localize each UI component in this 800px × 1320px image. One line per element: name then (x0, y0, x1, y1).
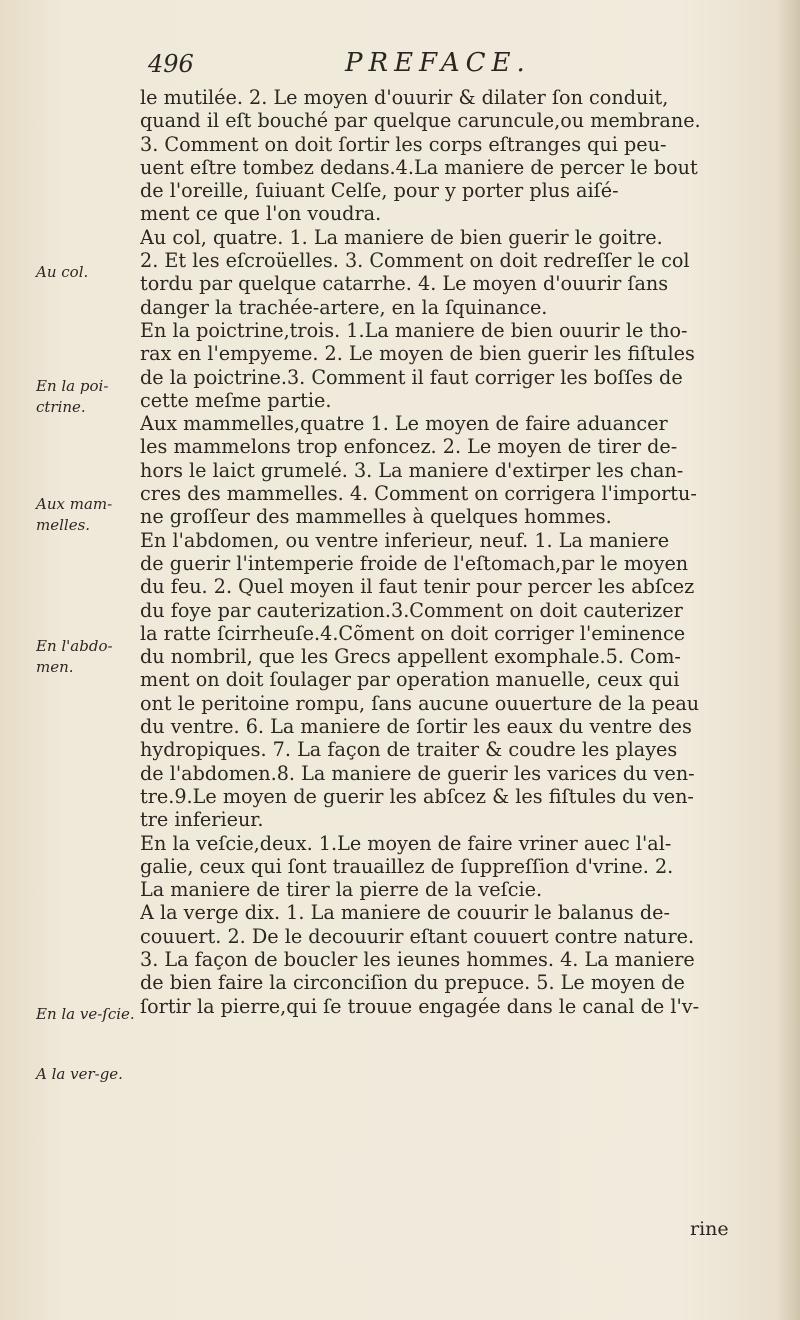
text-line: de bien faire la circonciſion du prepuce. 5. Le moyen de (140, 971, 685, 995)
text-line: En l'abdomen, ou ventre inferieur, neuf. 1. La maniere (140, 528, 670, 552)
text-line: cette meſme partie. (140, 388, 332, 412)
margin-note-verge: A la ver-ge. (36, 1065, 123, 1083)
text-line: tre.9.Le moyen de guerir les abſcez & les fiſtules du ven- (140, 784, 694, 808)
running-title: PREFACE. (345, 48, 531, 78)
text-line: galie, ceux qui ſont trauaillez de ſuppreſſion d'vrine. 2. (140, 854, 674, 878)
text-line: ment on doit ſoulager par operation manuelle, ceux qui (140, 668, 680, 692)
text-line: A la verge dix. 1. La maniere de couurir le balanus de- (140, 901, 670, 925)
margin-note-poictrine: En la poi-ctrine. (36, 377, 109, 416)
text-line: Aux mammelles,quatre 1. Le moyen de faire aduancer (140, 412, 668, 436)
text-line: du foye par cauterization.3.Comment on doit cauterizer (140, 598, 683, 622)
text-line: tordu par quelque catarrhe. 4. Le moyen d'ouurir ſans (140, 272, 669, 296)
text-line: le mutilée. 2. Le moyen d'ouurir & dilater ſon conduit, (140, 86, 669, 109)
text-line: hydropiques. 7. La façon de traiter & coudre les playes (140, 738, 678, 762)
margin-note-abdomen: En l'abdo-men. (36, 637, 113, 676)
text-line: les mammelons trop enfoncez. 2. Le moyen de tirer de- (140, 435, 678, 459)
text-line: hors le laict grumelé. 3. La maniere d'extirper les chan- (140, 458, 684, 482)
text-line: couuert. 2. De le decouurir eſtant couuert contre nature. (140, 924, 695, 948)
margin-note-vescie: En la ve-ſcie. (36, 1005, 135, 1023)
text-line: tre inferieur. (140, 808, 264, 832)
text-line: Au col, quatre. 1. La maniere de bien guerir le goitre. (140, 225, 663, 249)
page-number: 496 (148, 50, 194, 78)
text-line: du feu. 2. Quel moyen il faut tenir pour percer les abſcez (140, 575, 695, 599)
text-line: ſortir la pierre,qui ſe trouue engagée dans le canal de l'v- (140, 994, 700, 1018)
text-line: cres des mammelles. 4. Comment on corrigera l'importu- (140, 482, 697, 506)
text-line: de l'oreille, ſuiuant Celſe, pour y porter plus aiſé- (140, 179, 619, 203)
text-line: rax en l'empyeme. 2. Le moyen de bien guerir les fiſtules (140, 342, 695, 366)
text-line: 3. La façon de boucler les ieunes hommes. 4. La maniere (140, 947, 695, 971)
text-line: danger la trachée-artere, en la ſquinance. (140, 295, 548, 319)
text-line: du ventre. 6. La maniere de ſortir les eaux du ventre des (140, 715, 692, 739)
text-line: En la poictrine,trois. 1.La maniere de bien ouurir le tho- (140, 318, 688, 342)
text-line: ont le peritoine rompu, ſans aucune ouuerture de la peau (140, 691, 700, 715)
text-line: En la veſcie,deux. 1.Le moyen de faire vriner auec l'al- (140, 831, 672, 855)
body-text (140, 86, 740, 1018)
text-line: de la poictrine.3. Comment il faut corriger les boſſes de (140, 365, 683, 389)
catchword: rine (690, 1218, 729, 1240)
margin-note-col: Au col. (36, 263, 89, 281)
text-line: quand il eſt bouché par quelque caruncule,ou membrane. (140, 109, 701, 133)
text-line: ne groſſeur des mammelles à quelques hommes. (140, 505, 612, 529)
text-line: uent eſtre tombez dedans.4.La maniere de percer le bout (140, 155, 698, 179)
text-line: 2. Et les eſcroüelles. 3. Comment on doit redreſſer le col (140, 249, 690, 273)
text-line: 3. Comment on doit ſortir les corps eſtranges qui peu- (140, 132, 667, 156)
text-line: la ratte ſcirrheuſe.4.Cõment on doit corriger l'eminence (140, 621, 686, 645)
text-line: La maniere de tirer la pierre de la veſcie. (140, 878, 543, 902)
text-line: du nombril, que les Grecs appellent exomphale.5. Com- (140, 645, 681, 669)
margin-note-mammelles: Aux mam-melles. (36, 495, 113, 534)
text-line: ment ce que l'on voudra. (140, 202, 382, 226)
text-line: de l'abdomen.8. La maniere de guerir les varices du ven- (140, 761, 695, 785)
text-line: de guerir l'intemperie froide de l'eſtomach,par le moyen (140, 551, 689, 575)
